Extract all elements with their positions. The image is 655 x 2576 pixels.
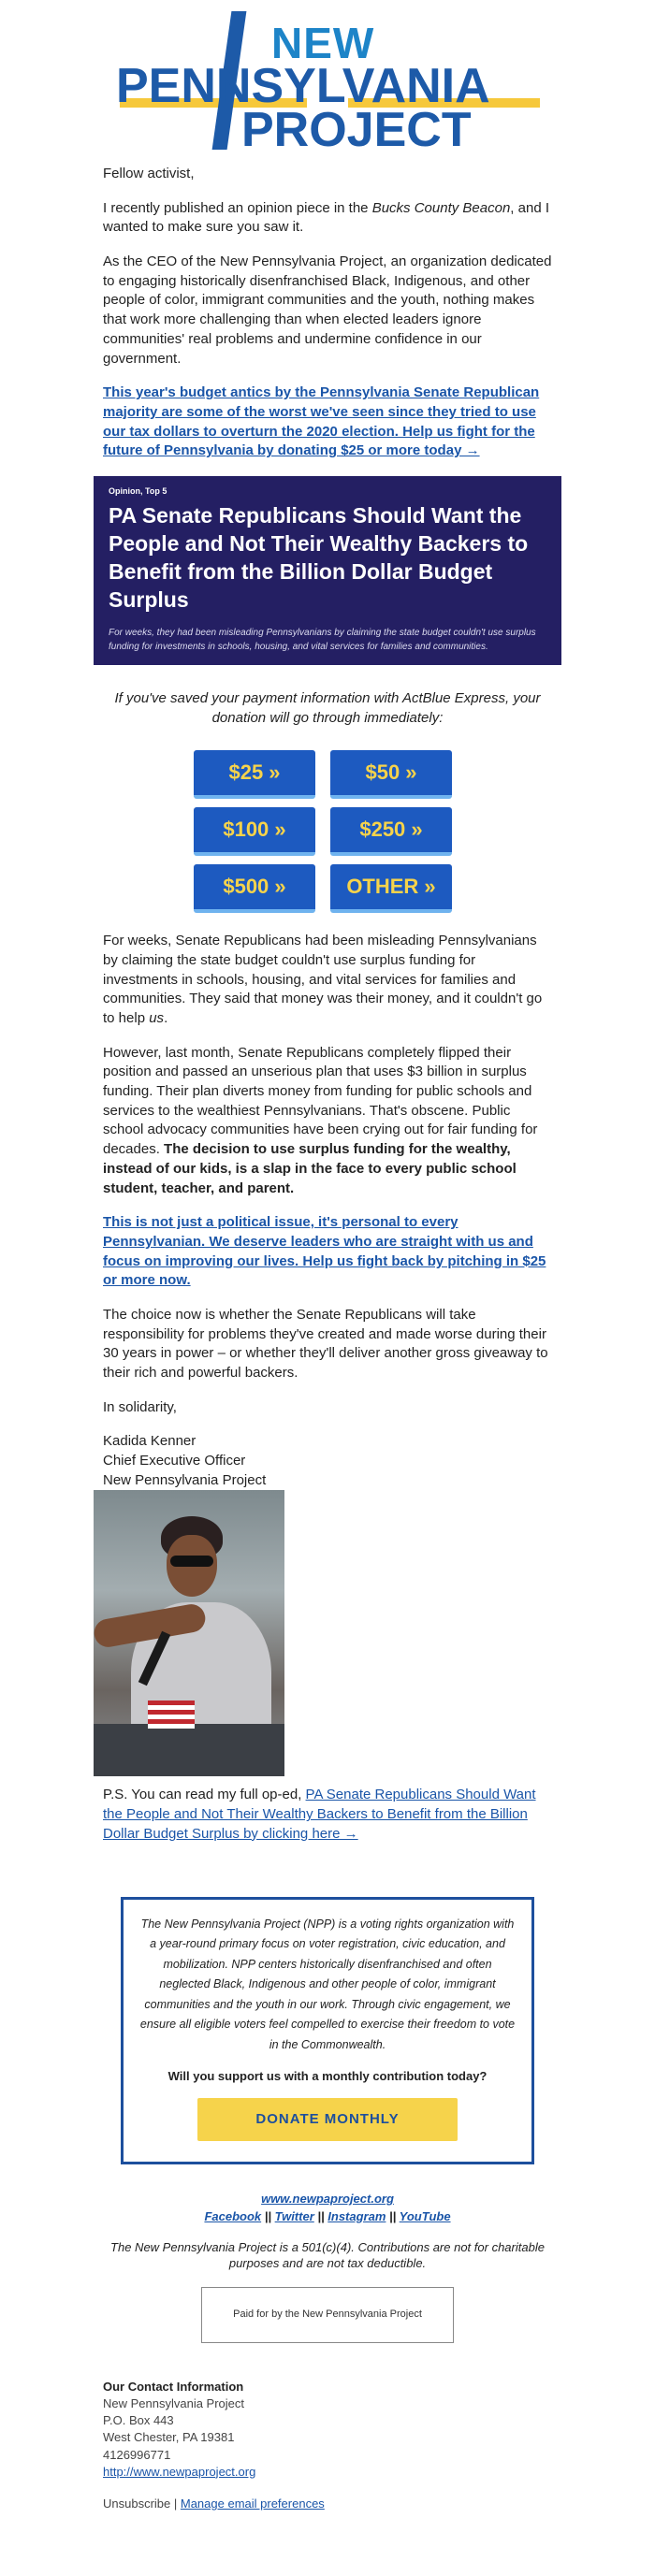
separator: || [386, 2208, 400, 2223]
photo-podium [94, 1724, 284, 1776]
logo-line-pennsylvania: PENNSYLVANIA [116, 59, 490, 113]
logo-line-new: NEW [271, 19, 375, 67]
unsub-separator: | [170, 2496, 181, 2511]
signature-org: New Pennsylvania Project [103, 1471, 267, 1488]
article-kicker: Opinion, Top 5 [109, 485, 167, 496]
donate-250-button[interactable]: $250 » [330, 807, 452, 856]
contact-phone: 4126996771 [103, 2447, 171, 2462]
ps-text: P.S. You can read my full op-ed, [103, 1787, 306, 1803]
para3-end: . [164, 1010, 168, 1027]
tax-disclaimer: The New Pennsylvania Project is a 501(c)(4). Contributions are not for charitable purposes and are not tax deductible. [110, 2239, 545, 2271]
separator: || [261, 2208, 275, 2223]
publication-name: Bucks County Beacon [371, 199, 511, 216]
cta-paragraph-1 [103, 384, 552, 461]
paid-for-box: Paid for by the New Pennsylvania Project [201, 2287, 454, 2343]
instagram-link[interactable]: Instagram [328, 2208, 386, 2223]
youtube-link[interactable]: YouTube [399, 2208, 451, 2223]
contact-city: West Chester, PA 19381 [103, 2430, 235, 2445]
donate-100-button[interactable]: $100 » [194, 807, 315, 856]
para3-text: For weeks, Senate Republicans had been misleading Pennsylvanians by claiming the state budget couldn't use surplus funding for investments in schools, housing, and vital services for families and communities. They said that money was their money, and it couldn't go to help [103, 933, 543, 1027]
contact-heading: Our Contact Information [103, 2379, 244, 2394]
contact-url-link[interactable]: http://www.newpaproject.org [103, 2464, 256, 2479]
op-ed-link[interactable]: PA Senate Republicans Should Want the People and Not Their Wealthy Backers to Benefit from the Billion Dollar Budget Surplus by clicking here → [103, 1787, 536, 1842]
signature-title: Chief Executive Officer [103, 1453, 246, 1469]
separator: || [313, 2208, 328, 2223]
body-paragraph-5: The choice now is whether the Senate Republicans will take responsibility for problems they've created and made worse during their 30 years in power – or whether they'll deliver another gross giveaway to their rich and powerful backers. [103, 1306, 548, 1382]
contact-po-box: P.O. Box 443 [103, 2413, 174, 2428]
twitter-link[interactable]: Twitter [274, 2208, 314, 2223]
donate-25-button[interactable]: $25 » [194, 750, 315, 799]
contact-info [0, 2379, 655, 2481]
contact-org: New Pennsylvania Project [103, 2395, 245, 2410]
letter-body [0, 165, 655, 1845]
unsubscribe-link[interactable]: Unsubscribe [103, 2496, 171, 2511]
signature-name: Kadida Kenner [103, 1433, 196, 1450]
greeting: Fellow activist, [103, 166, 195, 181]
para3-emphasis: us [149, 1010, 165, 1027]
donate-link-personal[interactable]: This is not just a political issue, it's personal to every Pennsylvanian. We deserve leaders who are straight with us and focus on improving our lives. Help us fight back by pitching in $25 or more now. [103, 1214, 546, 1289]
manage-preferences-link[interactable]: Manage email preferences [180, 2496, 325, 2511]
donate-link-budget[interactable]: This year's budget antics by the Pennsylvania Senate Republican majority are some of the worst we've seen since they tried to use our tax dollars to overturn the 2020 election. Help us fight for the future of Pennsylvania by donating $25 or more today → [103, 384, 540, 459]
article-headline: PA Senate Republicans Should Want the People and Not Their Wealthy Backers to Benefit from the Billion Dollar Budget Surplus [109, 503, 529, 613]
intro-text: I recently published an opinion piece in the [103, 199, 372, 216]
donate-50-button[interactable]: $50 » [330, 750, 452, 799]
intro-text-end: , and I wanted to make sure you saw it. [103, 199, 549, 236]
photo-sunglasses [170, 1556, 213, 1567]
npp-logo[interactable] [0, 0, 655, 165]
photo-flag [148, 1700, 195, 1729]
para4-text: However, last month, Senate Republicans completely flipped their position and passed an unserious plan that uses $3 billion in surplus funding. Their plan diverts money from funding for public schools and services to the wealthiest Pennsylvanians. That's obscene. Public school advocacy communities have been crying out for fair funding for decades. [103, 1044, 538, 1158]
closing: In solidarity, [103, 1398, 177, 1415]
website-link[interactable]: www.newpaproject.org [261, 2191, 394, 2206]
actblue-note: If you've saved your payment information with ActBlue Express, your donation will go through immediately: [114, 689, 541, 726]
mission-paragraph: As the CEO of the New Pennsylvania Project, an organization dedicated to engaging historically disenfranchised Black, Indigenous, and other people of color, immigrant communities and the youth, nothing makes that work more challenging than when elected leaders ignore communities' real problems and undermine confidence in our government. [103, 253, 552, 367]
logo-line-project: PROJECT [241, 103, 472, 157]
unsubscribe-row [0, 2496, 655, 2512]
monthly-ask: Will you support us with a monthly contribution today? [167, 2069, 488, 2084]
body-paragraph-3 [103, 932, 552, 1028]
ps-paragraph [103, 1786, 552, 1844]
donate-500-button[interactable]: $500 » [194, 864, 315, 913]
donate-other-button[interactable]: OTHER » [330, 864, 452, 913]
body-paragraph-4 [103, 1044, 552, 1199]
article-dek: For weeks, they had been misleading Pennsylvanians by claiming the state budget couldn't use surplus funding for investments in schools, housing, and vital services for families and communities. [109, 627, 536, 652]
donate-button-grid [194, 750, 461, 913]
intro-paragraph [103, 199, 552, 238]
monthly-donation-box [121, 1897, 534, 2164]
article-card[interactable] [94, 476, 561, 665]
ceo-photo [94, 1490, 284, 1776]
npp-about: The New Pennsylvania Project (NPP) is a voting rights organization with a year-round primary focus on voter registration, civic education, and mobilization. NPP centers historically disenfranchised and often neglected Black, Indigenous and other people of color, immigrant communities and the youth in our work. Through civic engagement, we ensure all eligible voters feel compelled to exercise their freedom to vote in the Commonwealth. [139, 1917, 516, 2051]
donate-monthly-button[interactable]: DONATE MONTHLY [197, 2098, 458, 2141]
footer-links [0, 2191, 655, 2226]
para4-bold: The decision to use surplus funding for the wealthy, instead of our kids, is a slap in the face to every public school student, teacher, and parent. [103, 1141, 517, 1196]
cta-paragraph-2 [103, 1213, 552, 1291]
facebook-link[interactable]: Facebook [204, 2208, 262, 2223]
signature-block [103, 1432, 552, 1490]
